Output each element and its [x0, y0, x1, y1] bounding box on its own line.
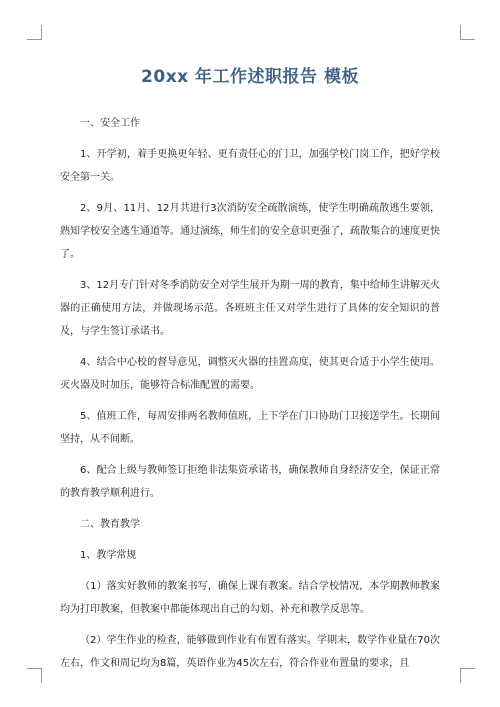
section-heading-teaching: 二、教育教学 — [80, 519, 140, 530]
paragraph: 4、结合中心校的督导意见，调整灭火器的挂置高度，使其更合适于小学生使用。灭火器及时加压，能够符合标准配置的需要。 — [60, 357, 440, 391]
paragraph: 5、值班工作，每周安排两名教师值班，上下学在门口协助门卫接送学生。长期间坚持，从不间断。 — [60, 411, 440, 445]
crop-mark-top-right — [460, 25, 475, 40]
paragraph: 3、12月专门针对冬季消防安全对学生展开为期一周的教育，集中给师生讲解灭火器的正确使用方法，并做现场示范。各班班主任又对学生进行了具体的安全知识的普及，与学生签订承诺书。 — [60, 280, 440, 337]
paragraph: （2）学生作业的检查，能够做到作业有布置有落实。学期末，数学作业量在70次左右，作文和周记均为8篇，英语作业为45次左右，符合作业布置量的要求，且 — [60, 635, 440, 669]
section-heading-safety: 一、安全工作 — [80, 118, 140, 129]
paragraph: 1、开学初，着手更换更年轻、更有责任心的门卫，加强学校门岗工作，把好学校安全第一关。 — [60, 149, 440, 183]
paragraph: 6、配合上级与教师签订拒绝非法集资承诺书，确保教师自身经济安全，保证正常的教育教学顺利进行。 — [60, 465, 440, 499]
paragraph: （1）落实好教师的教案书写，确保上课有教案。结合学校情况，本学期教师教案均为打印教案，但教案中都能体现出自己的勾划、补充和教学反思等。 — [60, 581, 440, 615]
document-title: 20xx 年工作述职报告 模板 — [141, 67, 359, 87]
paragraph: 2、9月、11月、12月共进行3次消防安全疏散演练，使学生明确疏散逃生要领，熟知学校安全逃生通道等。通过演练，师生们的安全意识更强了，疏散集合的速度更快了。 — [60, 203, 440, 260]
crop-mark-top-left — [27, 25, 42, 40]
subsection-heading: 1、教学常规 — [80, 550, 137, 561]
document-body — [60, 112, 440, 683]
crop-mark-bottom-left — [27, 668, 42, 683]
crop-mark-bottom-right — [460, 668, 475, 683]
